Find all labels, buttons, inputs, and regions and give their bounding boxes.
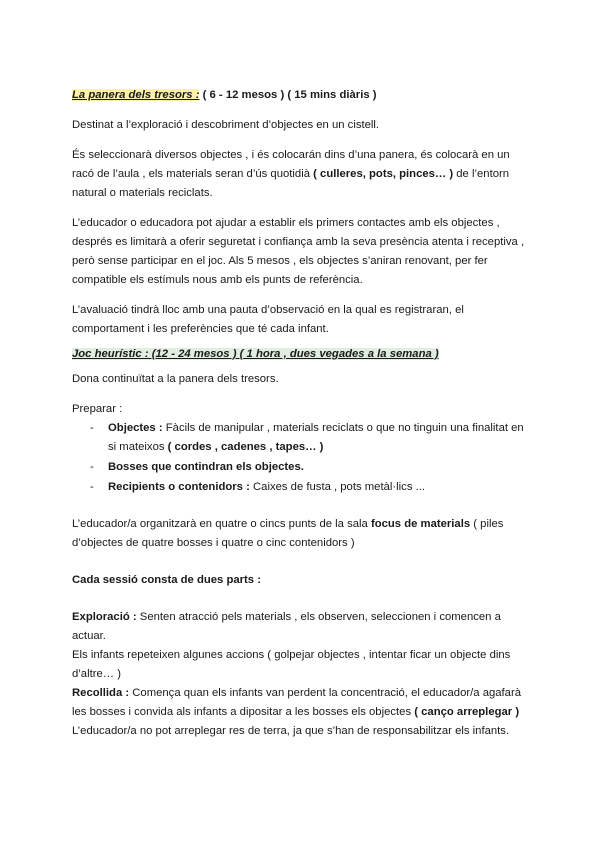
document-page [72, 86, 532, 741]
section2-paragraph-focus: L’educador/a organitzarà en quatre o cincs punts de la sala focus de materials ( piles d’objectes de quatre bosses i quatre o cinc contenidors ) [72, 518, 504, 549]
section1-heading [72, 86, 532, 105]
exploration-paragraph-2: Els infants repeteixen algunes accions ( golpejar objectes , intentar ficar un objecte dins d’altre… ) [72, 649, 511, 680]
section2-title: Joc heurístic : (12 - 24 mesos ) ( 1 hora , dues vegades a la semana ) [72, 348, 439, 360]
section1-paragraph-evaluation: L’avaluació tindrà lloc amb una pauta d’observació en la qual es registraran, el comportament i les preferències que té cada infant. [72, 304, 464, 335]
section1-intro: Destinat a l’exploració i descobriment d’objectes en un cistell. [72, 119, 380, 131]
section2-heading [72, 345, 532, 364]
collection-paragraph-2: L’educador/a no pot arreplegar res de terra, ja que s’han de responsabilitzar els infants. [72, 725, 510, 737]
section1-paragraph-educator: L’educador o educadora pot ajudar a establir els primers contactes amb els objectes , després es limitarà a oferir seguretat i confiança amb la seva presència atenta i receptiva , però sense participar en el joc. Als 5 mesos , els objectes s’aniran renovant, per fer compatible els estímuls nous amb els punts de referència. [72, 217, 525, 286]
list-item: - Bosses que contindran els objectes. [90, 461, 304, 473]
exploration-paragraph: Exploració : Senten atracció pels materials , els observen, seleccionen i comencen a actuar. [72, 611, 501, 642]
session-heading: Cada sessió consta de dues parts : [72, 574, 261, 586]
section1-title: La panera dels tresors : [72, 89, 200, 101]
collection-paragraph: Recollida : Comença quan els infants van perdent la concentració, el educador/a agafarà les bosses i convida als infants a dipositar a les bosses els objectes ( canço arreplegar ) [72, 687, 522, 718]
section1-paragraph-objects: És seleccionarà diversos objectes , i és colocarán dins d’una panera, és colocarà en un racó de l’aula , els materials seran d’ús quotidià ( culleres, pots, pinces… ) de l’entorn natural o materials reciclats. [72, 149, 510, 199]
list-item: - Recipients o contenidors : Caixes de fusta , pots metàl·lics ... [90, 481, 426, 493]
section1-title-detail: ( 6 - 12 mesos ) ( 15 mins diàris ) [199, 89, 377, 101]
list-item: - Objectes : Fàcils de manipular , materials reciclats o que no tinguin una finalitat en si mateixos ( cordes , cadenes , tapes… ) [90, 422, 524, 453]
section2-intro: Dona continuïtat a la panera dels tresors. [72, 373, 279, 385]
prepare-label: Preparar : [72, 403, 123, 415]
prepare-list [72, 419, 532, 497]
